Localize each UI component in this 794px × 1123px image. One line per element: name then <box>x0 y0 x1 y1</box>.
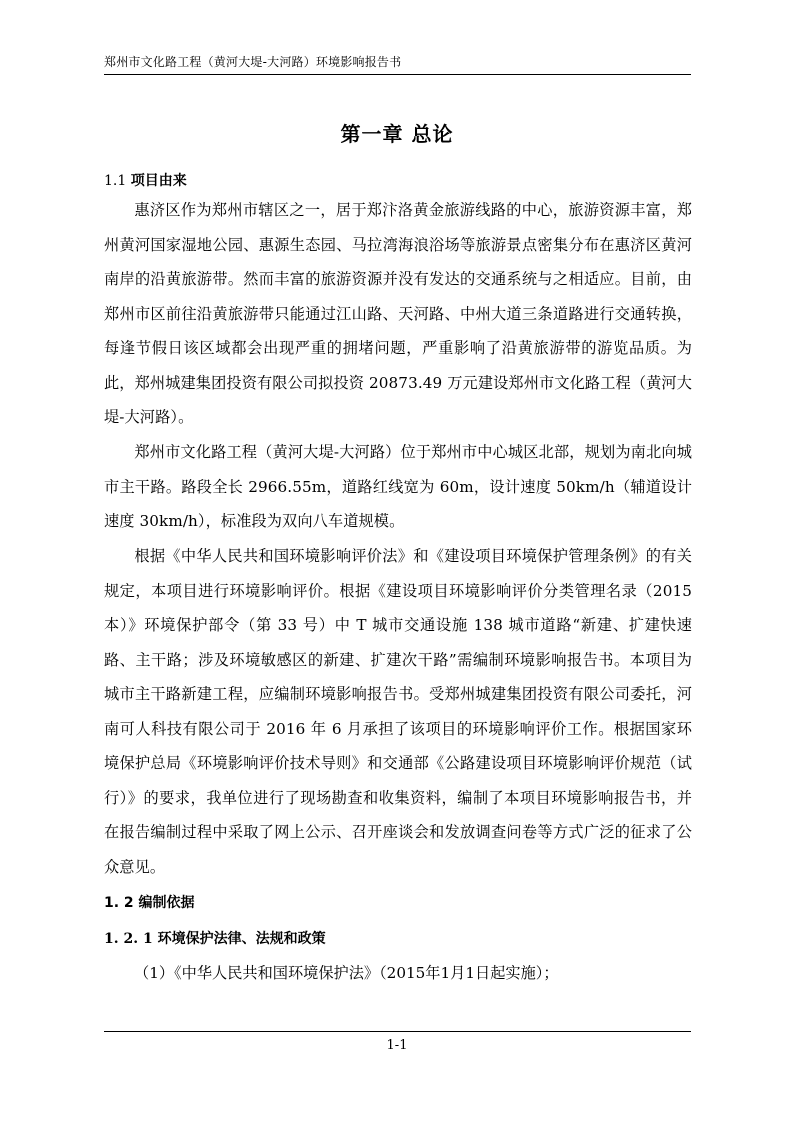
section-title: 项目由来 <box>130 173 187 189</box>
section-heading-1-1 <box>104 171 187 191</box>
paragraph-project-background: 惠济区作为郑州市辖区之一，居于郑汴洛黄金旅游线路的中心，旅游资源丰富，郑州黄河国家湿地公园、惠源生态园、马拉湾海浪浴场等旅游景点密集分布在惠济区黄河南岸的沿黄旅游带。然而丰富的旅游资源并没有发达的交通系统与之相适应。目前，由郑州市区前往沿黄旅游带只能通过江山路、天河路、中州大道三条道路进行交通转换，每逢节假日该区域都会出现严重的拥堵问题，严重影响了沿黄旅游带的游览品质。为此，郑州城建集团投资有限公司拟投资 20873.49 万元建设郑州市文化路工程（黄河大堤-大河路）。 <box>104 201 692 426</box>
paragraph-legal-basis: 根据《中华人民共和国环境影响评价法》和《建设项目环境保护管理条例》的有关规定，本项目进行环境影响评价。根据《建设项目环境影响评价分类管理名录（2015 本）》环境保护部令（第 33 号）中 T 城市交通设施 138 城市道路“新建、扩建快速路、主干路；涉及环境敏感区的新建、扩建次干路”需编制环境影响报告书。本项目为城市主干路新建工程，应编制环境影响报告书。受郑州城建集团投资有限公司委托，河南可人科技有限公司于 2016 年 6 月承担了该项目的环境影响评价工作。根据国家环境保护总局《环境影响评价技术导则》和交通部《公路建设项目环境影响评价规范（试行）》的要求，我单位进行了现场勘查和收集资料，编制了本项目环境影响报告书，并在报告编制过程中采取了网上公示、召开座谈会和发放调查问卷等方式广泛的征求了公众意见。 <box>104 547 692 876</box>
section-heading-1-2: 1. 2 编制依据 <box>104 895 195 911</box>
paragraph-project-location: 郑州市文化路工程（黄河大堤-大河路）位于郑州市中心城区北部，规划为南北向城市主干路。路段全长 2966.55m，道路红线宽为 60m，设计速度 50km/h（辅道设计速度 30km/h），标准段为双向八车道规模。 <box>104 443 692 530</box>
section-heading-1-2-1: 1. 2. 1 环境保护法律、法规和政策 <box>104 931 326 947</box>
running-header: 郑州市文化路工程（黄河大堤-大河路）环境影响报告书 <box>104 55 402 69</box>
page-number: 1-1 <box>386 1038 408 1053</box>
section-number: 1.1 <box>104 173 127 189</box>
chapter-title: 第一章 总论 <box>340 122 454 146</box>
footer-rule <box>104 1031 691 1032</box>
list-item-1: （1）《中华人民共和国环境保护法》（2015年1月1日起实施）； <box>134 964 559 982</box>
header-rule <box>104 74 691 75</box>
